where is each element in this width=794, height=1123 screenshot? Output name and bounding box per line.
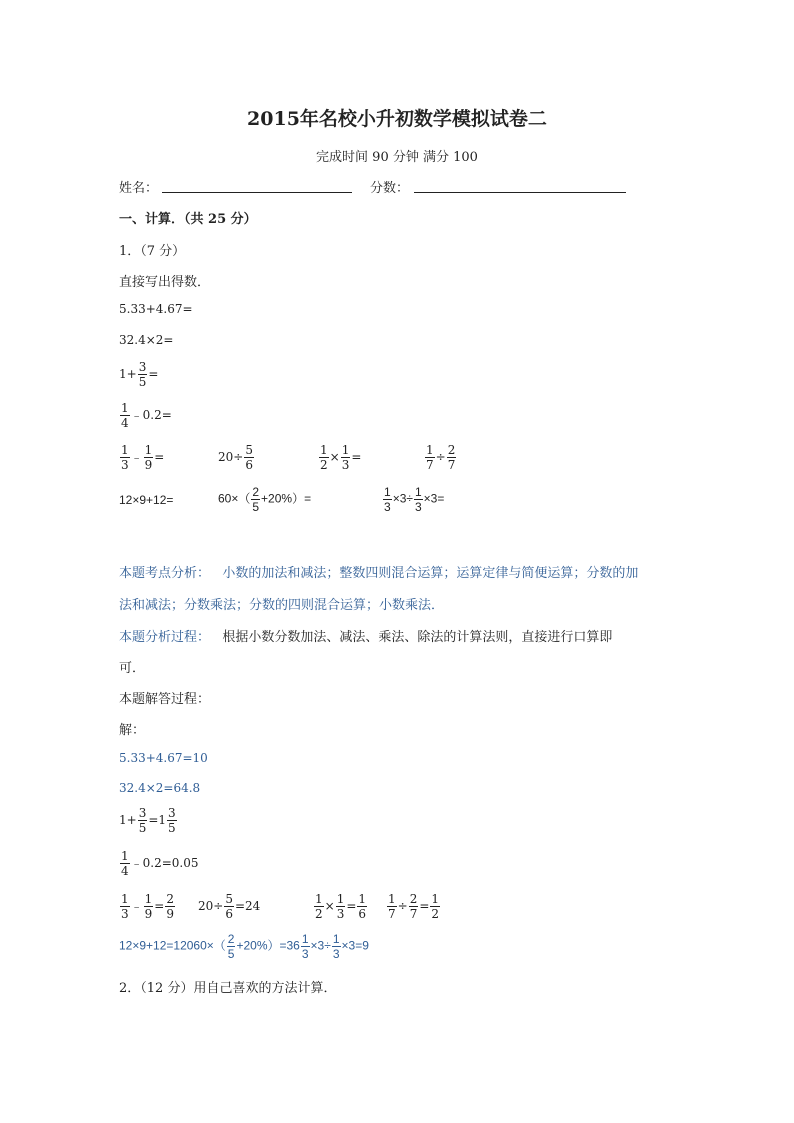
- analysis-points-cont: 法和减法；分数乘法；分数的四则混合运算；小数乘法．: [119, 598, 445, 613]
- fraction: $\frac{2}{5}$: [227, 932, 235, 961]
- question-1-instruction: 直接写出得数．: [119, 275, 211, 290]
- item-c-suffix: =: [148, 367, 159, 381]
- points-text: 小数的加法和减法；整数四则混合运算；运算定律与简便运算；分数的加: [222, 566, 639, 581]
- question-2: 2．（12 分）用自己喜欢的方法计算．: [119, 981, 337, 996]
- fraction: $\frac{5}{6}$: [225, 892, 233, 921]
- fraction: $\frac{2}{7}$: [447, 443, 456, 472]
- fraction: $\frac{1}{9}$: [144, 892, 153, 921]
- analysis-points: [119, 562, 638, 581]
- fraction: $\frac{1}{6}$: [358, 892, 367, 921]
- fraction: $\frac{2}{7}$: [409, 892, 418, 921]
- fraction: $\frac{3}{5}$: [138, 806, 147, 835]
- fraction: $\frac{1}{3}$: [301, 932, 309, 961]
- answer-e: $\frac{1}{3}$ ﹣ $\frac{1}{9}$ = $\frac{2}{9}$: [121, 892, 174, 921]
- fraction: $\frac{5}{6}$: [245, 443, 253, 472]
- fraction: $\frac{1}{2}$: [315, 892, 323, 921]
- fraction: $\frac{3}{5}$: [138, 360, 147, 389]
- item-a: 5.33+4.67=: [119, 302, 193, 316]
- answer-f: 20÷ $\frac{5}{6}$ =24: [198, 892, 261, 921]
- fraction: $\frac{1}{4}$: [121, 401, 129, 430]
- item-d-suffix: ﹣0.2=: [130, 408, 172, 422]
- answer-a: 5.33+4.67=10: [119, 751, 208, 765]
- process-text: 根据小数分数加法、减法、乘法、除法的计算法则，直接进行口算即: [222, 630, 613, 645]
- fraction: $\frac{1}{3}$: [341, 443, 350, 472]
- fraction: $\frac{1}{3}$: [121, 443, 129, 472]
- answer-row-last: 12×9+12=12060×（ $\frac{2}{5}$ +20%）=36 $\frac{1}{3}$ ×3÷ $\frac{1}{3}$ ×3=9: [119, 932, 369, 961]
- answer-c: 1+ $\frac{3}{5}$ =1 $\frac{3}{5}$: [119, 806, 176, 835]
- item-g: $\frac{1}{2}$ × $\frac{1}{3}$ =: [320, 443, 362, 472]
- question-1-number: 1．（7 分）: [119, 244, 186, 259]
- item-c-prefix: 1+: [119, 367, 137, 381]
- name-blank-line[interactable]: [162, 192, 352, 193]
- item-f: 20÷ $\frac{5}{6}$: [218, 443, 253, 472]
- name-label: 姓名：: [119, 181, 159, 196]
- fraction: $\frac{1}{3}$: [384, 485, 391, 514]
- fraction: $\frac{1}{7}$: [388, 892, 396, 921]
- section-heading: 一、计算．（共 25 分）: [119, 212, 257, 227]
- fraction: $\frac{1}{3}$: [336, 892, 345, 921]
- answer-h: $\frac{1}{7}$ ÷ $\frac{2}{7}$ = $\frac{1}{2}$: [388, 892, 440, 921]
- page-title: 2015年名校小升初数学模拟试卷二: [247, 108, 547, 130]
- answer-b: 32.4×2=64.8: [119, 781, 201, 795]
- item-i: 12×9+12=: [119, 493, 174, 507]
- score-blank-line[interactable]: [414, 192, 626, 193]
- solution-label: 解：: [119, 723, 146, 738]
- fraction: $\frac{1}{4}$: [121, 849, 129, 878]
- answer-d: $\frac{1}{4}$ ﹣0.2=0.05: [121, 849, 199, 878]
- analysis-process: [119, 626, 612, 645]
- fraction: $\frac{1}{2}$: [431, 892, 440, 921]
- fraction: $\frac{1}{2}$: [320, 443, 328, 472]
- process-label: 本题分析过程：: [119, 630, 211, 645]
- item-e: $\frac{1}{3}$ ﹣ $\frac{1}{9}$ =: [121, 443, 165, 472]
- fraction: $\frac{2}{5}$: [252, 485, 260, 514]
- item-d: [119, 401, 172, 430]
- fraction: $\frac{1}{9}$: [144, 443, 153, 472]
- fraction: $\frac{3}{5}$: [168, 806, 176, 835]
- score-label: 分数：: [370, 181, 410, 196]
- item-k: $\frac{1}{3}$ ×3÷ $\frac{1}{3}$ ×3=: [384, 485, 445, 514]
- answer-g: $\frac{1}{2}$ × $\frac{1}{3}$ = $\frac{1}{6}$: [315, 892, 367, 921]
- fraction: $\frac{1}{7}$: [426, 443, 434, 472]
- item-h: $\frac{1}{7}$ ÷ $\frac{2}{7}$: [426, 443, 456, 472]
- fraction: $\frac{1}{3}$: [332, 932, 340, 961]
- exam-info: 完成时间 90 分钟 满分 100: [316, 150, 478, 165]
- item-c: [119, 360, 158, 389]
- item-b: 32.4×2=: [119, 333, 174, 347]
- analysis-process-cont: 可．: [119, 661, 146, 676]
- points-label: 本题考点分析：: [119, 566, 211, 581]
- item-j: 60×（ $\frac{2}{5}$ +20%）=: [218, 485, 312, 514]
- fraction: $\frac{2}{9}$: [166, 892, 174, 921]
- fraction: $\frac{1}{3}$: [121, 892, 129, 921]
- fraction: $\frac{1}{3}$: [414, 485, 422, 514]
- answer-label: 本题解答过程：: [119, 692, 211, 707]
